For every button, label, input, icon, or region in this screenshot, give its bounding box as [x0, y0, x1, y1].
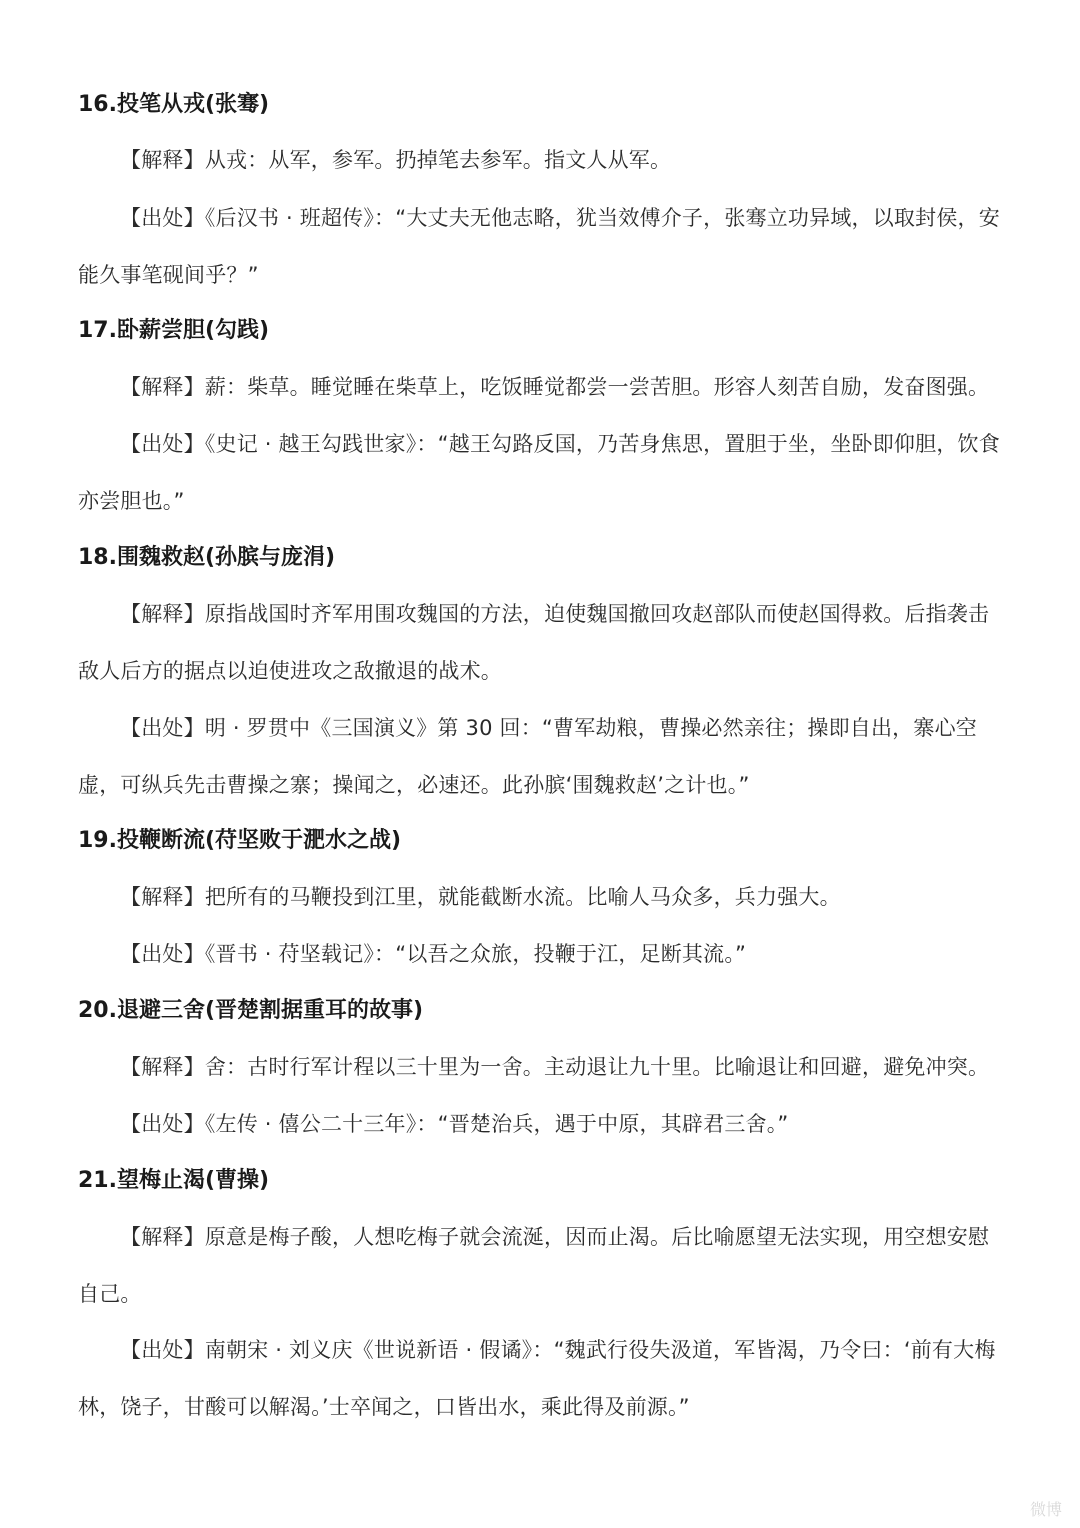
source-text: 《史记 · 越王勾践世家》：“越王勾路反国，乃苦身焦思，置胆于坐，坐卧即仰胆，饮食亦尝胆也。”	[78, 432, 1000, 513]
explain-text: 原意是梅子酸，人想吃梅子就会流涎，因而止渴。后比喻愿望无法实现，用空想安慰自己。	[78, 1225, 990, 1306]
entry-title: 21.望梅止渴(曹操)	[78, 1168, 270, 1193]
explain-text: 舍：古时行军计程以三十里为一舍。主动退让九十里。比喻退让和回避，避免冲突。	[204, 1055, 990, 1079]
source-text: 《后汉书 · 班超传》：“大丈夫无他志略，犹当效傅介子，张骞立功异域，以取封侯，安能久事笔砚间乎？”	[78, 206, 1000, 287]
source-label: 【出处】	[120, 1338, 205, 1362]
source-text: 《左传 · 僖公二十三年》：“晋楚治兵，遇于中原，其辟君三舍。”	[204, 1112, 789, 1136]
explanation-paragraph	[78, 586, 1006, 700]
explain-text: 薪：柴草。睡觉睡在柴草上，吃饭睡觉都尝一尝苦胆。形容人刻苦自励，发奋图强。	[204, 375, 990, 399]
entry-title: 16.投笔从戎(张骞)	[78, 92, 270, 117]
explain-label: 【解释】	[120, 602, 205, 626]
explanation-paragraph	[78, 359, 1006, 416]
source-label: 【出处】	[120, 206, 205, 230]
entry-title: 18.围魏救赵(孙膑与庞涓)	[78, 545, 336, 570]
source-paragraph	[78, 700, 1006, 814]
source-text: 明 · 罗贯中《三国演义》第 30 回：“曹军劫粮，曹操必然亲往；操即自出，寨心空虚，可纵兵先击曹操之寨；操闻之，必速还。此孙膑‘围魏救赵’之计也。”	[78, 716, 977, 797]
explanation-paragraph	[78, 1209, 1006, 1323]
explain-text: 把所有的马鞭投到江里，就能截断水流。比喻人马众多，兵力强大。	[204, 885, 841, 909]
entry-title: 20.退避三舍(晋楚割据重耳的故事)	[78, 998, 424, 1023]
entry-title: 17.卧薪尝胆(勾践)	[78, 318, 270, 343]
source-paragraph	[78, 926, 1006, 983]
explain-text: 从戎：从军，参军。扔掉笔去参军。指文人从军。	[204, 148, 672, 172]
source-paragraph	[78, 190, 1006, 304]
explain-label: 【解释】	[120, 885, 205, 909]
explain-label: 【解释】	[120, 148, 205, 172]
source-text: 南朝宋 · 刘义庆《世说新语 · 假谲》：“魏武行役失汲道，军皆渴，乃令曰：‘前有大梅林，饶子，甘酸可以解渴。’士卒闻之，口皆出水，乘此得及前源。”	[78, 1338, 996, 1419]
source-paragraph	[78, 416, 1006, 530]
explanation-paragraph	[78, 869, 1006, 926]
source-paragraph	[78, 1322, 1006, 1436]
explain-label: 【解释】	[120, 1055, 205, 1079]
source-label: 【出处】	[120, 942, 205, 966]
explain-label: 【解释】	[120, 1225, 205, 1249]
explanation-paragraph	[78, 132, 1006, 189]
source-label: 【出处】	[120, 1112, 205, 1136]
explain-text: 原指战国时齐军用围攻魏国的方法，迫使魏国撤回攻赵部队而使赵国得救。后指袭击敌人后方的据点以迫使进攻之敌撤退的战术。	[78, 602, 990, 683]
source-label: 【出处】	[120, 432, 205, 456]
source-label: 【出处】	[120, 716, 205, 740]
source-text: 《晋书 · 苻坚载记》：“以吾之众旅，投鞭于江，足断其流。”	[204, 942, 747, 966]
source-paragraph	[78, 1096, 1006, 1153]
explain-label: 【解释】	[120, 375, 205, 399]
explanation-paragraph	[78, 1039, 1006, 1096]
entry-title: 19.投鞭断流(苻坚败于淝水之战)	[78, 828, 402, 853]
watermark: 微博	[1029, 1500, 1062, 1519]
